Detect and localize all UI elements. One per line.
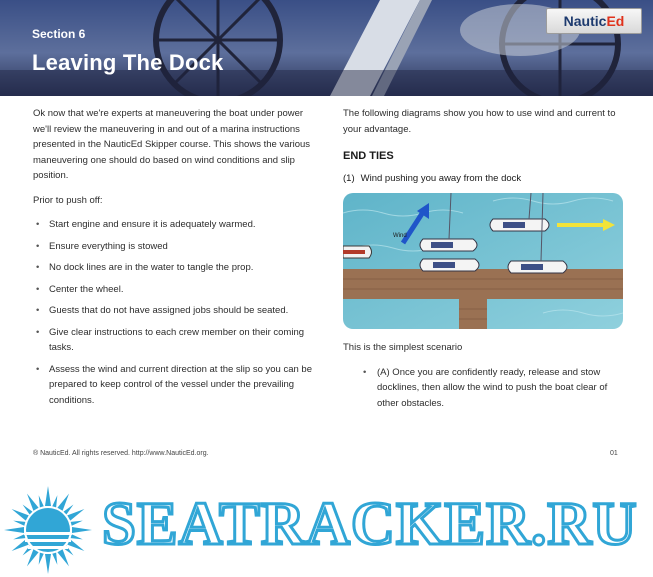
right-column xyxy=(343,106,629,417)
checklist-item: • No dock lines are in the water to tangle the prop. xyxy=(33,260,319,276)
wind-label: Wind xyxy=(393,233,407,239)
logo-brand-text: Nautic xyxy=(563,13,607,29)
checklist-item: • Give clear instructions to each crew member on their coming tasks. xyxy=(33,325,319,356)
page-number: 01 xyxy=(610,450,618,457)
diagrams-intro: The following diagrams show you how to use wind and current to your advantage. xyxy=(343,108,616,135)
prior-to-push-off-label: Prior to push off: xyxy=(33,194,103,206)
scenario-heading xyxy=(343,171,629,187)
marina-diagram xyxy=(343,193,623,329)
checklist-item: • Ensure everything is stowed xyxy=(33,239,319,255)
intro-paragraph: Ok now that we're experts at maneuvering the boat under power we'll review the maneuvering in and out of a marina instructions presented in the NauticEd Skipper course. This shows the various maneuvering one should do based on wind conditions and slip position. xyxy=(33,108,311,181)
header-banner xyxy=(0,0,653,96)
watermark-text: SEATRACKER.RU xyxy=(102,491,638,558)
copyright-footer: ® NauticEd. All rights reserved. http://www.NauticEd.org. xyxy=(33,450,209,457)
left-column xyxy=(33,106,319,414)
moored-boat xyxy=(420,259,479,271)
scenario-step: • (A) Once you are confidently ready, release and stow docklines, then allow the wind to push the boat clear of other obstacles. xyxy=(343,365,629,412)
marina-diagram-graphic xyxy=(343,193,623,329)
checklist-item: • Assess the wind and current direction at the slip so you can be prepared to keep control of the vessel under the prevailing conditions. xyxy=(33,362,319,409)
checklist-item: • Guests that do not have assigned jobs should be seated. xyxy=(33,303,319,319)
diagram-caption: This is the simplest scenario xyxy=(343,342,463,353)
checklist-item: • Center the wheel. xyxy=(33,282,319,298)
page-title: Leaving The Dock xyxy=(32,50,224,75)
moored-boat xyxy=(343,246,372,258)
checklist-item: • Start engine and ensure it is adequately warmed. xyxy=(33,217,319,233)
scenario-steps xyxy=(343,365,629,412)
scenario-title: Wind pushing you away from the dock xyxy=(360,172,522,184)
section-label: Section 6 xyxy=(32,27,86,41)
checklist xyxy=(33,217,319,408)
logo-accent-text: Ed xyxy=(606,13,625,29)
scenario-number: (1) xyxy=(343,172,355,184)
nauticed-logo[interactable] xyxy=(546,8,642,34)
section-heading: END TIES xyxy=(343,150,394,162)
